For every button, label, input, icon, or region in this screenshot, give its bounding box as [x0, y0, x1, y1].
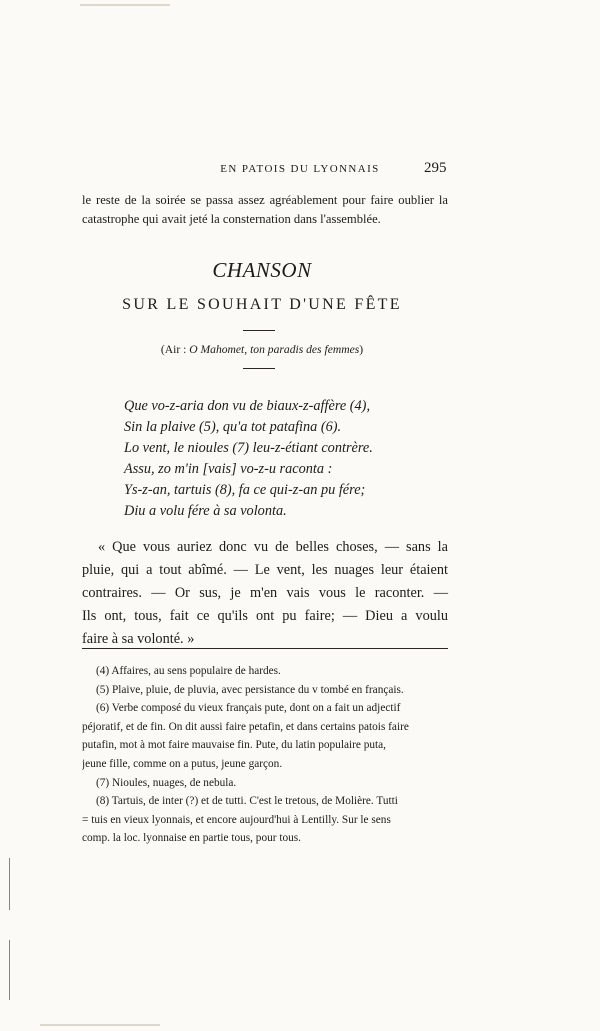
- translation-paragraph: [82, 536, 448, 651]
- translation-line: Ils ont, tous, fait ce qu'ils ont pu faire; — Dieu a voulu: [82, 608, 448, 624]
- footnote-line: (5) Plaive, pluie, de pluvia, avec persistance du v tombé en français.: [96, 683, 404, 696]
- scan-margin-mark: [9, 940, 10, 1000]
- title-rule-top: [243, 330, 275, 331]
- verse-line: Que vo-z-aria don vu de biaux-z-affère (4),: [124, 398, 371, 414]
- translation-line: faire à sa volonté. »: [82, 631, 195, 647]
- footnote-line: jeune fille, comme on a putus, jeune garçon.: [82, 757, 283, 770]
- translation-line: « Que vous auriez donc vu de belles choses, — sans la: [98, 539, 448, 555]
- intro-line: catastrophe qui avait jeté la consternation dans l'assemblée.: [82, 212, 381, 226]
- running-header: EN PATOIS DU LYONNAIS: [220, 163, 380, 175]
- verse-stanza: [124, 398, 464, 524]
- air-prefix: (Air :: [160, 343, 190, 356]
- translation-line: contraires. — Or sus, je m'en vais vous le raconter. —: [82, 585, 448, 601]
- footnote-line: (4) Affaires, au sens populaire de hardes.: [96, 665, 281, 677]
- footnote-line: comp. la loc. lyonnaise en partie tous, pour tous.: [82, 832, 301, 845]
- song-title: CHANSON: [212, 258, 312, 282]
- footnote-line: = tuis en vieux lyonnais, et encore aujourd'hui à Lentilly. Sur le sens: [82, 813, 391, 826]
- title-rule-bottom: [243, 368, 275, 369]
- footnote-line: (6) Verbe composé du vieux français pute, dont on a fait un adjectif: [96, 702, 401, 715]
- verse-line: Assu, zo m'in [vais] vo-z-u raconta :: [124, 461, 333, 477]
- scan-margin-mark: [9, 858, 10, 910]
- verse-line: Sin la plaive (5), qu'a tot patafina (6).: [124, 419, 342, 435]
- song-subtitle: SUR LE SOUHAIT D'UNE FÊTE: [122, 296, 402, 313]
- footnote-line: putafin, mot à mot faire mauvaise fin. Pute, du latin populaire puta,: [82, 739, 386, 752]
- footnote-line: (8) Tartuis, de inter (?) et de tutti. C'est le tretous, de Molière. Tutti: [96, 795, 398, 808]
- footnote-rule: [82, 648, 448, 649]
- scan-edge-smudge: [80, 4, 170, 6]
- translation-line: pluie, qui a tout abîmé. — Le vent, les nuages leur étaient: [82, 562, 448, 578]
- air-suffix: ): [359, 343, 364, 356]
- intro-line: le reste de la soirée se passa assez agréablement pour faire oublier la: [82, 193, 448, 207]
- footnotes: [82, 662, 448, 848]
- verse-line: Diu a volu fére à sa volonta.: [124, 503, 287, 519]
- verse-line: Lo vent, le nioules (7) leu-z-étiant contrère.: [124, 440, 373, 456]
- footnote-line: péjoratif, et de fin. On dit aussi faire petafin, et dans certains patois faire: [82, 720, 409, 733]
- intro-paragraph: [82, 191, 448, 229]
- verse-line: Ys-z-an, tartuis (8), fa ce qui-z-an pu fére;: [124, 482, 366, 498]
- page-number: 295: [424, 160, 447, 176]
- scan-edge-smudge: [40, 1024, 160, 1026]
- air-indication: [0, 343, 524, 356]
- air-name: O Mahomet, ton paradis des femmes: [189, 343, 360, 356]
- footnote-line: (7) Nioules, nuages, de nebula.: [96, 776, 237, 789]
